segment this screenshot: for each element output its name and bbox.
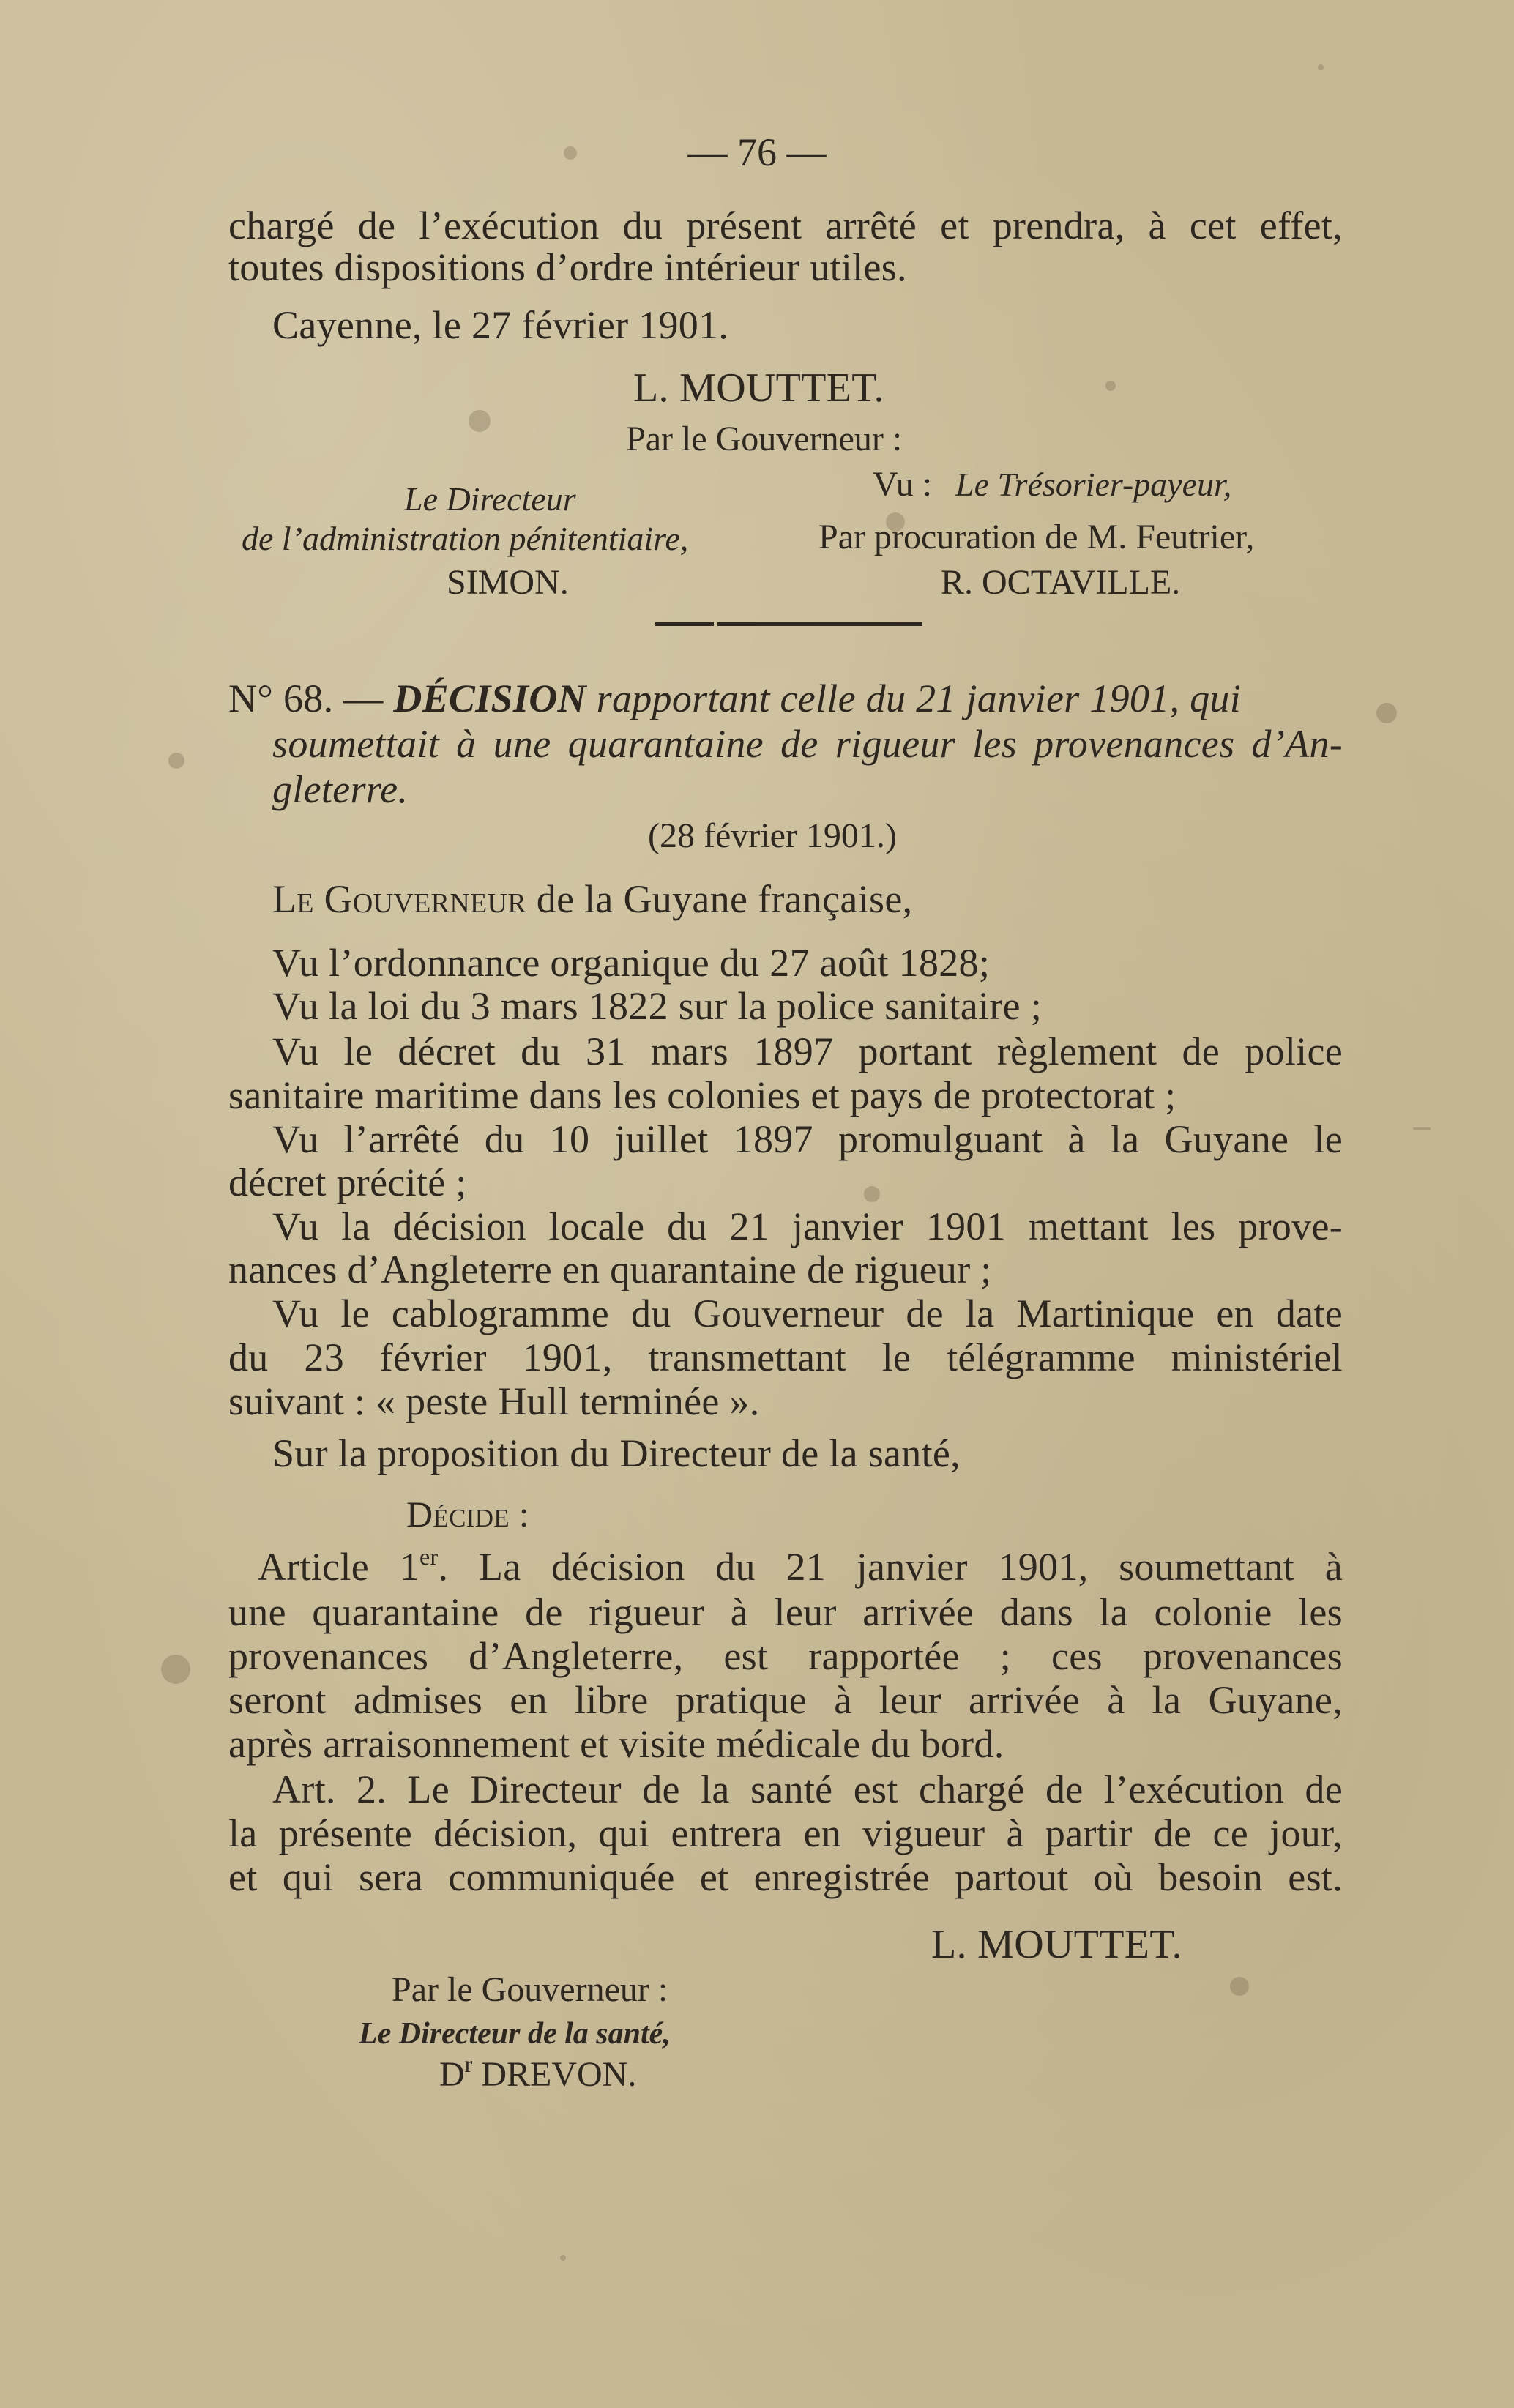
article-1-rest: . La décision du 21 janvier 1901, soumettant à: [438, 1545, 1343, 1589]
decision-heading-rest: rapportant celle du 21 janvier 1901, qui: [596, 676, 1242, 720]
continuation-line-1: chargé de l’exécution du présent arrêté et prendra, à cet effet,: [228, 204, 1343, 247]
paper-speck: [1318, 64, 1324, 70]
visa-5-line-1: Vu la décision locale du 21 janvier 1901 mettant les prove-: [272, 1204, 1343, 1248]
sante-director-name: [439, 2051, 637, 2095]
doctor-prefix: D: [439, 2055, 465, 2094]
paper-speck: [1230, 1977, 1249, 1996]
opening-gouverneur: Gouverneur: [324, 877, 526, 921]
paper-speck: [1413, 1127, 1431, 1130]
vu-prefix: Vu :: [873, 465, 933, 504]
page-number: — 76 —: [687, 130, 827, 174]
article-2-line-2: la présente décision, qui entrera en vigueur à partir de ce jour,: [228, 1811, 1343, 1855]
continuation-line-2: toutes dispositions d’ordre intérieur utiles.: [228, 245, 907, 289]
paper-speck: [1376, 703, 1397, 723]
decision-number: N° 68. —: [228, 676, 384, 720]
visa-6-line-3: suivant : « peste Hull terminée ».: [228, 1379, 760, 1423]
signer-name: L. MOUTTET.: [633, 365, 884, 411]
visa-3-line-1: Vu le décret du 31 mars 1897 portant règlement de police: [272, 1029, 1343, 1073]
visa-5-line-2: nances d’Angleterre en quarantaine de rigueur ;: [228, 1248, 992, 1291]
decision-heading-line-1: [228, 676, 1343, 720]
left-title-2: de l’administration pénitentiaire,: [242, 520, 689, 557]
paper-speck: [864, 1186, 880, 1202]
par-le-gouverneur-2: Par le Gouverneur :: [392, 1970, 668, 2009]
paper-speck: [168, 753, 184, 769]
doctor-name: DREVON.: [481, 2055, 637, 2094]
decision-heading-word: DÉCISION: [393, 676, 586, 720]
visa-4-line-1: Vu l’arrêté du 10 juillet 1897 promulguant à la Guyane le: [272, 1117, 1343, 1161]
visa-2: Vu la loi du 3 mars 1822 sur la police sanitaire ;: [272, 984, 1043, 1028]
visa-6-line-1: Vu le cablogramme du Gouverneur de la Martinique en date: [272, 1291, 1343, 1335]
right-procuration: Par procuration de M. Feutrier,: [818, 518, 1255, 556]
right-title: Le Trésorier-payeur,: [955, 466, 1232, 503]
article-1-sup: er: [419, 1543, 439, 1570]
article-1-line-2: une quarantaine de rigueur à leur arrivée dans la colonie les: [228, 1590, 1343, 1634]
decision-date: (28 février 1901.): [648, 816, 897, 855]
separator-rule-short: [655, 622, 714, 626]
article-2-line-3: et qui sera communiquée et enregistrée partout où besoin est.: [228, 1855, 1343, 1899]
left-title-1: Le Directeur: [404, 480, 576, 518]
separator-rule: [717, 622, 922, 626]
paper-speck: [1105, 381, 1116, 391]
visa-6-line-2: du 23 février 1901, transmettant le télégramme ministériel: [228, 1335, 1343, 1379]
article-1-line-3: provenances d’Angleterre, est rapportée ; ces provenances: [228, 1634, 1343, 1678]
article-1-line-5: après arraisonnement et visite médicale du bord.: [228, 1722, 1004, 1766]
decide-heading: Décide :: [406, 1494, 529, 1535]
decision-heading-line-3: gleterre.: [272, 767, 409, 811]
paper-speck: [560, 2255, 566, 2261]
paper-speck: [564, 146, 577, 160]
opening-rest: de la Guyane française,: [536, 877, 913, 921]
article-1-line-4: seront admises en libre pratique à leur arrivée à la Guyane,: [228, 1678, 1343, 1722]
signer-name-2: L. MOUTTET.: [931, 1922, 1182, 1967]
decision-heading-line-2: soumettait à une quarantaine de rigueur les provenances d’An-: [272, 722, 1343, 766]
proposition-line: Sur la proposition du Directeur de la santé,: [272, 1431, 961, 1475]
left-signer-name: SIMON.: [447, 563, 569, 602]
par-le-gouverneur: Par le Gouverneur :: [626, 420, 903, 458]
paper-speck: [469, 410, 491, 432]
opening-line: [272, 877, 912, 921]
article-2-line-1: Art. 2. Le Directeur de la santé est chargé de l’exécution de: [272, 1767, 1343, 1811]
sante-director-title: Le Directeur de la santé,: [359, 2017, 671, 2051]
opening-le: Le: [272, 877, 314, 921]
paper-speck: [886, 512, 905, 532]
article-1-label: Article 1: [258, 1545, 419, 1589]
visa-1: Vu l’ordonnance organique du 27 août 1828;: [272, 941, 991, 985]
right-signer-name: R. OCTAVILLE.: [941, 563, 1181, 602]
article-1-line-1: [258, 1545, 1343, 1589]
dateline: Cayenne, le 27 février 1901.: [272, 303, 729, 347]
visa-4-line-2: décret précité ;: [228, 1160, 467, 1204]
paper-speck: [161, 1655, 190, 1684]
doctor-prefix-sup: r: [464, 2051, 473, 2077]
visa-3-line-2: sanitaire maritime dans les colonies et pays de protectorat ;: [228, 1073, 1176, 1117]
